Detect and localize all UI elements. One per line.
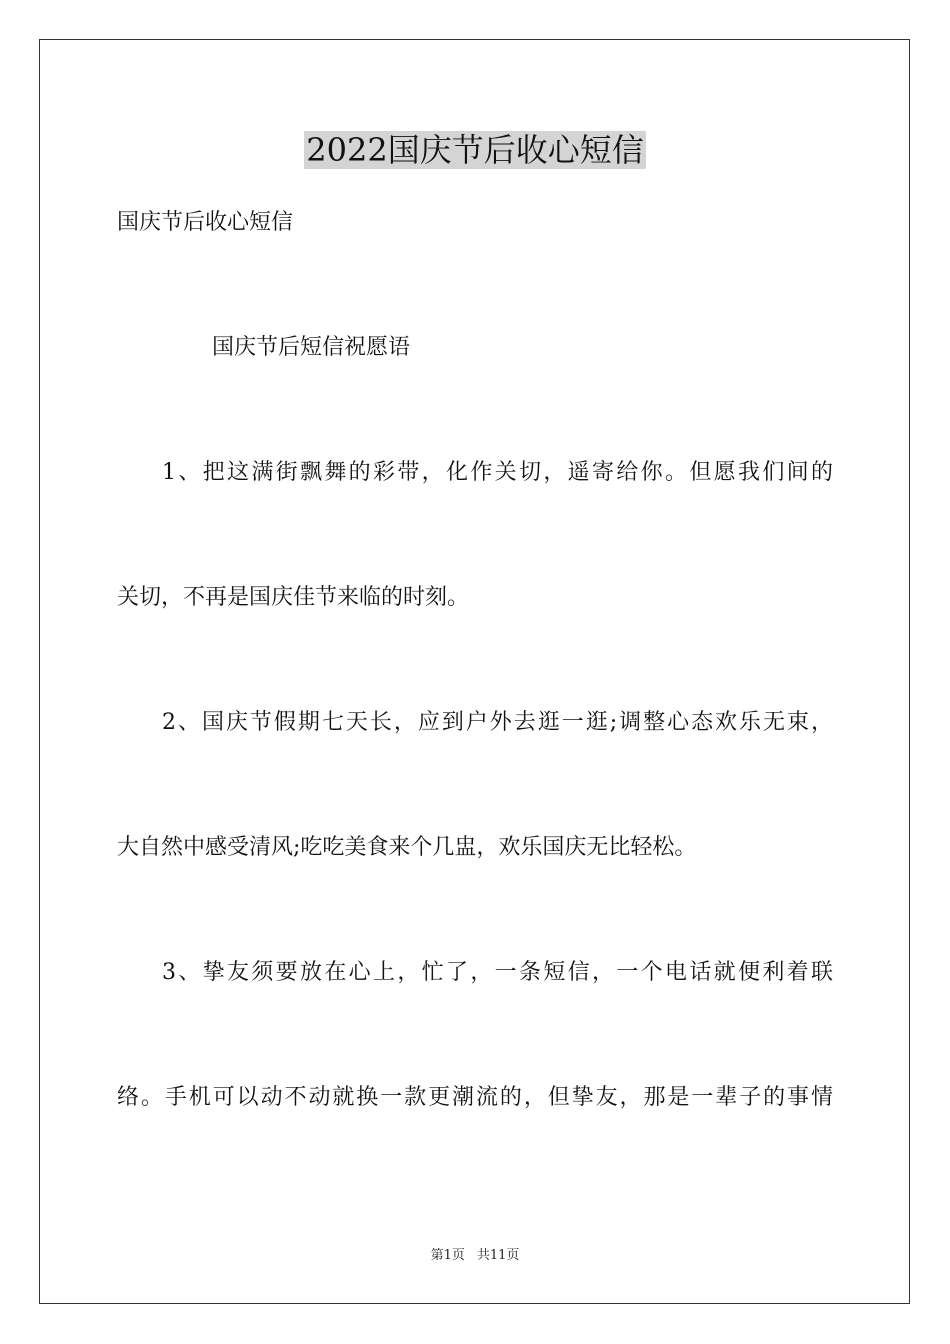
page-total: 共11页 bbox=[476, 1248, 520, 1263]
paragraph-line-2: 关切，不再是国庆佳节来临的时刻。 bbox=[117, 585, 470, 610]
document-title-text: 2022国庆节后收心短信 bbox=[306, 131, 644, 169]
page-number: 第1页 bbox=[430, 1248, 465, 1263]
paragraph-line-4: 大自然中感受清风;吃吃美食来个几盅，欢乐国庆无比轻松。 bbox=[117, 835, 697, 860]
paragraph-line-3: 2、国庆节假期七天长，应到户外去逛一逛;调整心态欢乐无束， bbox=[162, 710, 833, 735]
section-heading: 国庆节后短信祝愿语 bbox=[212, 335, 411, 360]
paragraph-line-5: 3、挚友须要放在心上，忙了，一条短信，一个电话就便利着联 bbox=[162, 960, 833, 985]
page-footer bbox=[0, 1247, 950, 1265]
paragraph-line-6: 络。手机可以动不动就换一款更潮流的，但挚友，那是一辈子的事情 bbox=[117, 1085, 833, 1110]
document-subtitle: 国庆节后收心短信 bbox=[117, 210, 294, 235]
paragraph-line-1: 1、把这满街飘舞的彩带，化作关切，遥寄给你。但愿我们间的 bbox=[162, 460, 833, 485]
document-title bbox=[0, 128, 950, 172]
